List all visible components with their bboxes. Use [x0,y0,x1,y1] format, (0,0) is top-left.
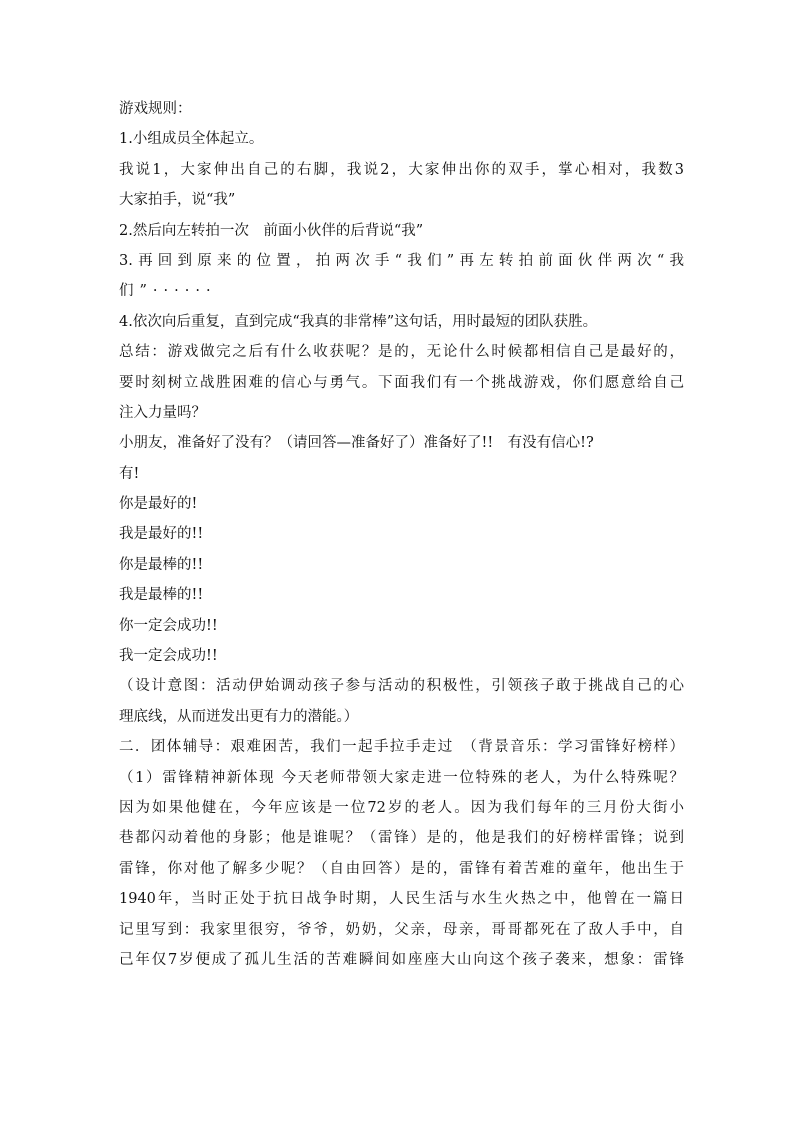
text-line: 1.小组成员全体起立。 [119,131,264,148]
text-line: 有! [119,465,140,482]
text-line: 你是最好的! [119,496,198,513]
text-line: 3.再回到原来的位置，拍两次手“我们”再左转拍前面伙伴两次“我 [119,252,684,269]
text-line: 记里写到：我家里很穷，爷爷，奶奶，父亲，母亲，哥哥都死在了敌人手中，自 [119,921,684,938]
text-line: （1）雷锋精神新体现 今天老师带领大家走进一位特殊的老人，为什么特殊呢？ [119,769,684,786]
text-line: 我是最好的!! [119,526,204,543]
text-line: 游戏规则： [119,101,192,117]
text-line: 4.依次向后重复，直到完成“我真的非常棒”这句话，用时最短的团队获胜。 [119,313,598,330]
text-line: 雷锋，你对他了解多少呢？（自由回答）是的，雷锋有着苦难的童年，他出生于 [119,860,684,877]
text-line: 我说1，大家伸出自己的右脚，我说2，大家伸出你的双手，掌心相对，我数3 [119,161,684,178]
text-line: 你一定会成功!! [119,617,218,634]
text-line: 们”······ [119,283,217,300]
text-line: （设计意图：活动伊始调动孩子参与活动的积极性，引领孩子敢于挑战自己的心 [119,678,684,695]
text-line: 大家拍手，说“我” [119,192,236,209]
text-line: 因为如果他健在，今年应该是一位72岁的老人。因为我们每年的三月份大街小 [119,799,684,816]
text-line: 理底线，从而迸发出更有力的潜能。） [119,708,359,725]
text-line: 2.然后向左转拍一次 前面小伙伴的后背说“我” [119,222,424,239]
text-line: 我一定会成功!! [119,648,218,665]
text-line: 注入力量吗？ [119,404,206,421]
text-line: 要时刻树立战胜困难的信心与勇气。下面我们有一个挑战游戏，你们愿意给自己 [119,374,684,391]
text-line: 总结：游戏做完之后有什么收获呢？是的，无论什么时候都相信自己是最好的， [119,344,684,361]
text-line: 1940年，当时正处于抗日战争时期，人民生活与水生火热之中，他曾在一篇日 [119,891,684,908]
section-heading: 二．团体辅导：艰难困苦，我们一起手拉手走过 （背景音乐：学习雷锋好榜样） [119,739,684,756]
text-line: 巷都闪动着他的身影；他是谁呢？（雷锋）是的，他是我们的好榜样雷锋；说到 [119,830,684,847]
text-line: 小朋友，准备好了没有？（请回答—准备好了）准备好了!! 有没有信心!? [119,435,594,452]
text-line: 己年仅7岁便成了孤儿生活的苦难瞬间如座座大山向这个孩子袭来，想象：雷锋 [119,951,684,968]
text-line: 我是最棒的!! [119,587,204,604]
document-body [119,94,684,975]
text-line: 你是最棒的!! [119,556,204,573]
